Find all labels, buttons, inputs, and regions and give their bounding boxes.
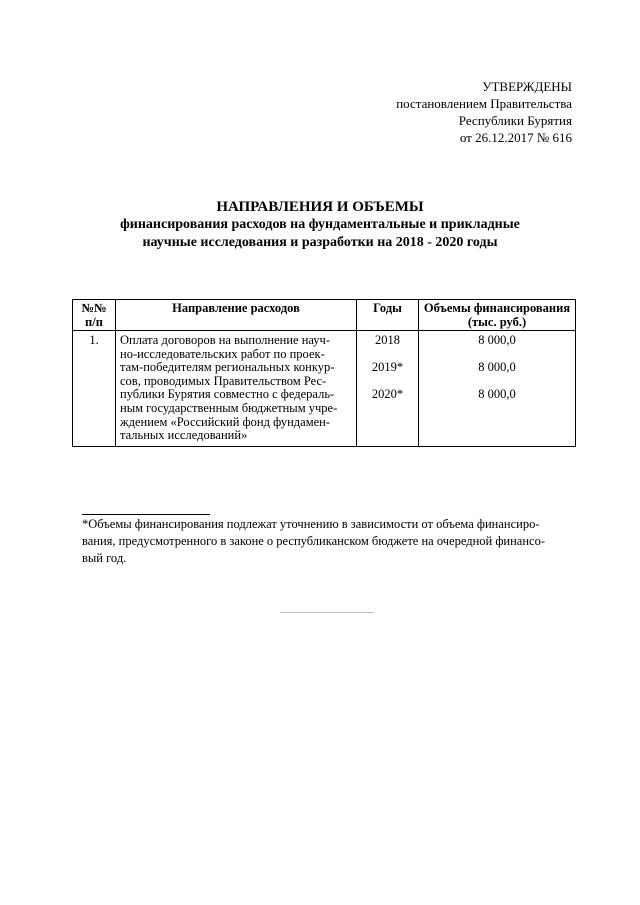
approval-title: УТВЕРЖДЕНЫ bbox=[482, 79, 572, 94]
volume-cell: 8 000,0 bbox=[478, 387, 516, 402]
year-cell: 2020* bbox=[371, 387, 404, 402]
title-subtitle: финансирования расходов на фундаментальные и прикладные bbox=[120, 217, 520, 232]
footnote-line: вания, предусмотренного в законе о республиканском бюджете на очередной финансо- bbox=[82, 534, 546, 548]
row-years bbox=[357, 331, 419, 447]
footnote-line: *Объемы финансирования подлежат уточнению в зависимости от объема финансиро- bbox=[82, 517, 540, 531]
approval-line: Республики Бурятия bbox=[458, 113, 572, 128]
header-direction: Направление расходов bbox=[116, 300, 357, 331]
volume-cell: 8 000,0 bbox=[478, 333, 516, 347]
row-direction: Оплата договоров на выполнение науч- но-исследовательских работ по проек- там-победителям региональных конкур- сов, проводимых Правительством Рес- публики Бурятия совместно с федераль- ным государственным бюджетным учре- ждением «Российский фонд фундамен- тальных исследований» bbox=[116, 331, 357, 447]
page-end-divider bbox=[280, 612, 374, 613]
approval-date: от 26.12.2017 № 616 bbox=[459, 130, 572, 145]
volume-cell: 8 000,0 bbox=[478, 360, 516, 375]
approval-stamp bbox=[396, 78, 572, 146]
footnote-separator bbox=[82, 514, 210, 515]
header-number: №№ п/п bbox=[73, 300, 116, 331]
year-cell: 2018 bbox=[375, 333, 400, 347]
title-subtitle: научные исследования и разработки на 2018 - 2020 годы bbox=[142, 235, 498, 250]
title-main: НАПРАВЛЕНИЯ И ОБЪЕМЫ bbox=[216, 199, 424, 215]
table-row bbox=[73, 331, 576, 447]
table-header-row bbox=[73, 300, 576, 331]
financing-table bbox=[72, 299, 576, 447]
header-volumes: Объемы финансирования (тыс. руб.) bbox=[419, 300, 576, 331]
header-years: Годы bbox=[357, 300, 419, 331]
document-title bbox=[70, 198, 570, 252]
year-cell: 2019* bbox=[371, 360, 404, 375]
row-volumes bbox=[419, 331, 576, 447]
footnote-line: вый год. bbox=[82, 551, 127, 565]
approval-line: постановлением Правительства bbox=[396, 96, 572, 111]
row-number: 1. bbox=[73, 331, 116, 447]
footnote bbox=[82, 516, 574, 567]
